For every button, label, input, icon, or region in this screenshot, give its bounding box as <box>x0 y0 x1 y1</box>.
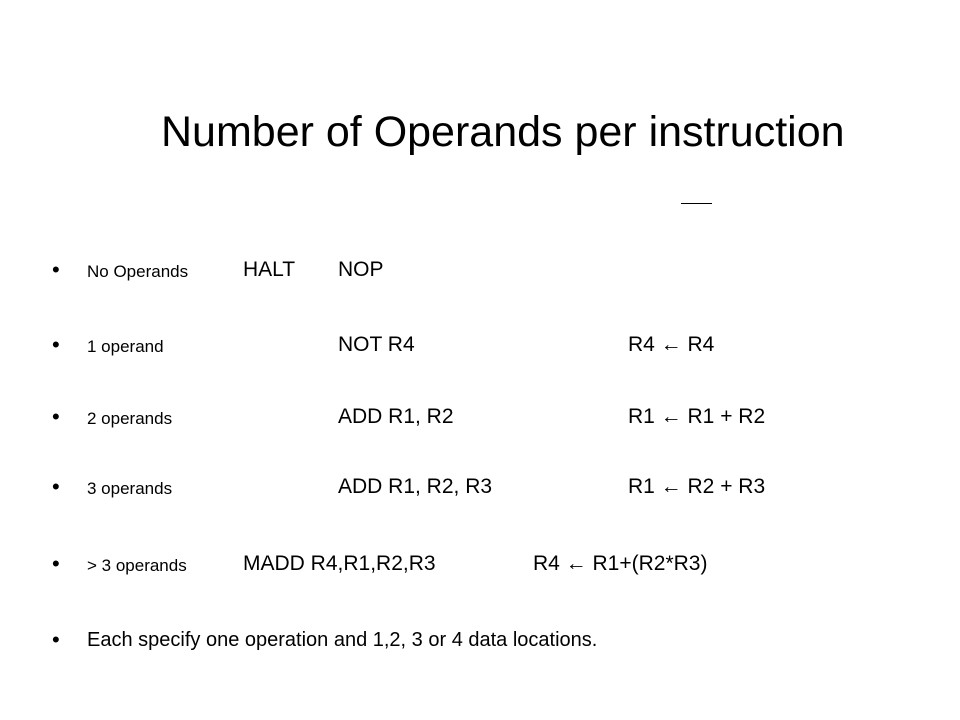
slide-title: Number of Operands per instruction <box>161 108 845 156</box>
operand-count-label: 3 operands <box>87 479 173 498</box>
bullet-dot: • <box>52 404 60 429</box>
instruction-effect: R4 ← R4 <box>628 333 715 356</box>
instruction-effect: R1 ← R2 + R3 <box>628 475 766 498</box>
instruction-example: HALT <box>243 258 296 281</box>
operand-count-label: No Operands <box>87 262 189 281</box>
operand-count-label: 1 operand <box>87 337 164 356</box>
summary-text: Each specify one operation and 1,2, 3 or 4 data locations. <box>87 629 598 651</box>
bullet-row-no-operands <box>0 250 960 290</box>
instruction-example: NOT R4 <box>338 333 415 356</box>
bullet-dot: • <box>52 257 60 282</box>
instruction-effect: R4 ← R1+(R2*R3) <box>533 552 708 575</box>
bullet-row-2-operands <box>0 397 960 437</box>
bullet-dot: • <box>52 474 60 499</box>
title-underline-mark <box>681 203 712 204</box>
instruction-effect: R1 ← R1 + R2 <box>628 405 766 428</box>
instruction-example: ADD R1, R2 <box>338 405 454 428</box>
instruction-example-2: NOP <box>338 258 384 281</box>
operand-count-label: 2 operands <box>87 409 173 428</box>
instruction-example: ADD R1, R2, R3 <box>338 475 493 498</box>
bullet-dot: • <box>52 627 60 652</box>
instruction-example: MADD R4,R1,R2,R3 <box>243 552 436 575</box>
bullet-row-summary <box>0 620 960 660</box>
bullet-row-3-operands <box>0 467 960 507</box>
bullet-row-1-operand <box>0 325 960 365</box>
bullet-row-more-than-3-operands <box>0 544 960 584</box>
bullet-dot: • <box>52 332 60 357</box>
operand-count-label: > 3 operands <box>87 556 187 575</box>
bullet-dot: • <box>52 551 60 576</box>
